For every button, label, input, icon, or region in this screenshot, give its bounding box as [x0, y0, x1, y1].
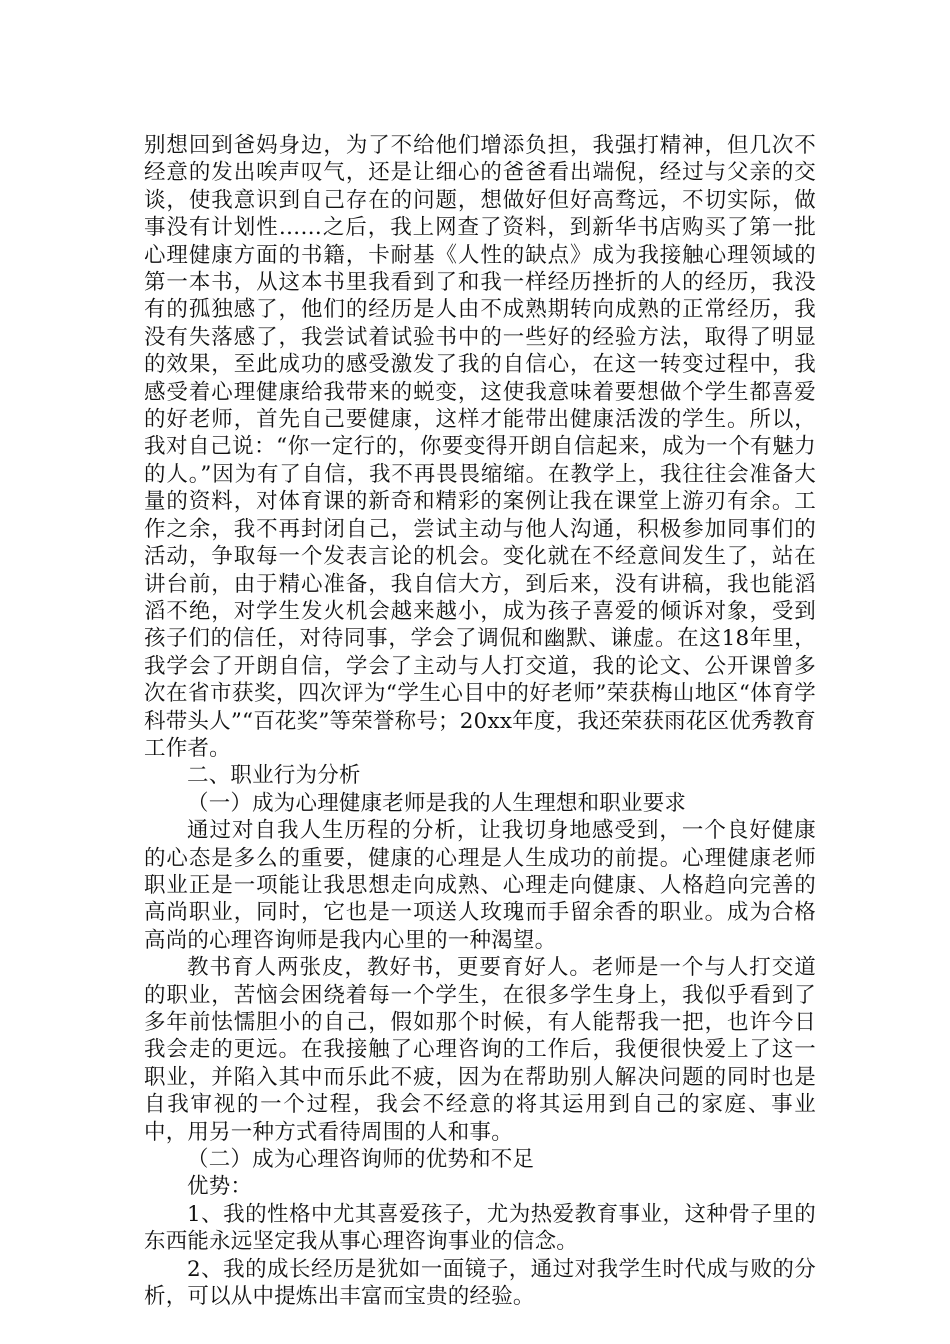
paragraph-teaching-people: 教书育人两张皮，教好书，更要育好人。老师是一个与人打交道的职业，苦恼会困绕着每一个学生，在很多学生身上，我似乎看到了多年前怯懦胆小的自己，假如那个时候，有人能帮我一把，也许今日我会走的更远。在我接触了心理咨询的工作后，我便很快爱上了这一职业，并陷入其中而乐此不疲，因为在帮助别人解决问题的同时也是自我审视的一个过程，我会不经意的将其运用到自己的家庭、事业中，用另一种方式看待周围的人和事。: [144, 955, 816, 1145]
subsection-heading-strengths-weaknesses: （二）成为心理咨询师的优势和不足: [187, 1147, 535, 1173]
section-heading-career-behavior: 二、职业行为分析: [187, 763, 361, 789]
subsection-heading-ideal: （一）成为心理健康老师是我的人生理想和职业要求: [187, 790, 687, 816]
paragraph-self-growth: 别想回到爸妈身边，为了不给他们增添负担，我强打精神，但几次不经意的发出唉声叹气，还是让细心的爸爸看出端倪，经过与父亲的交谈，使我意识到自己存在的问题，想做好但好高骛远，不切实际，做事没有计划性……之后，我上网查了资料，到新华书店购买了第一批心理健康方面的书籍，卡耐基《人性的缺点》成为我接触心理领域的第一本书，从这本书里我看到了和我一样经历挫折的人的经历，我没有的孤独感了，他们的经历是人由不成熟期转向成熟的正常经历，我没有失落感了，我尝试着试验书中的一些好的经验方法，取得了明显的效果，至此成功的感受激发了我的自信心，在这一转变过程中，我感受着心理健康给我带来的蜕变，这使我意味着要想做个学生都喜爱的好老师，首先自己要健康，这样才能带出健康活泼的学生。所以，我对自己说：“你一定行的，你要变得开朗自信起来，成为一个有魅力的人。”因为有了自信，我不再畏畏缩缩。在教学上，我往往会准备大量的资料，对体育课的新奇和精彩的案例让我在课堂上游刃有余。工作之余，我不再封闭自己，尝试主动与他人沟通，积极参加同事们的活动，争取每一个发表言论的机会。变化就在不经意间发生了，站在讲台前，由于精心准备，我自信大方，到后来，没有讲稿，我也能滔滔不绝，对学生发火机会越来越小，成为孩子喜爱的倾诉对象，受到孩子们的信任，对待同事，学会了调侃和幽默、谦虚。在这18年里，我学会了开朗自信，学会了主动与人打交道，我的论文、公开课曾多次在省市获奖，四次评为“学生心目中的好老师”荣获梅山地区“体育学科带头人”“百花奖”等荣誉称号；20xx年度，我还荣获雨花区优秀教育工作者。: [144, 133, 816, 761]
document-body: [144, 132, 816, 1310]
strength-item-1: 1、我的性格中尤其喜爱孩子，尤为热爱教育事业，这种骨子里的东西能永远坚定我从事心理咨询事业的信念。: [144, 1201, 816, 1255]
strengths-label: 优势：: [187, 1174, 253, 1200]
strength-item-2: 2、我的成长经历是犹如一面镜子，通过对我学生时代成与败的分析，可以从中提炼出丰富而宝贵的经验。: [144, 1256, 816, 1310]
paragraph-healthy-mindset: 通过对自我人生历程的分析，让我切身地感受到，一个良好健康的心态是多么的重要，健康的心理是人生成功的前提。心理健康老师职业正是一项能让我思想走向成熟、心理走向健康、人格趋向完善的高尚职业，同时，它也是一项送人玫瑰而手留余香的职业。成为合格高尚的心理咨询师是我内心里的一种渴望。: [144, 818, 816, 953]
